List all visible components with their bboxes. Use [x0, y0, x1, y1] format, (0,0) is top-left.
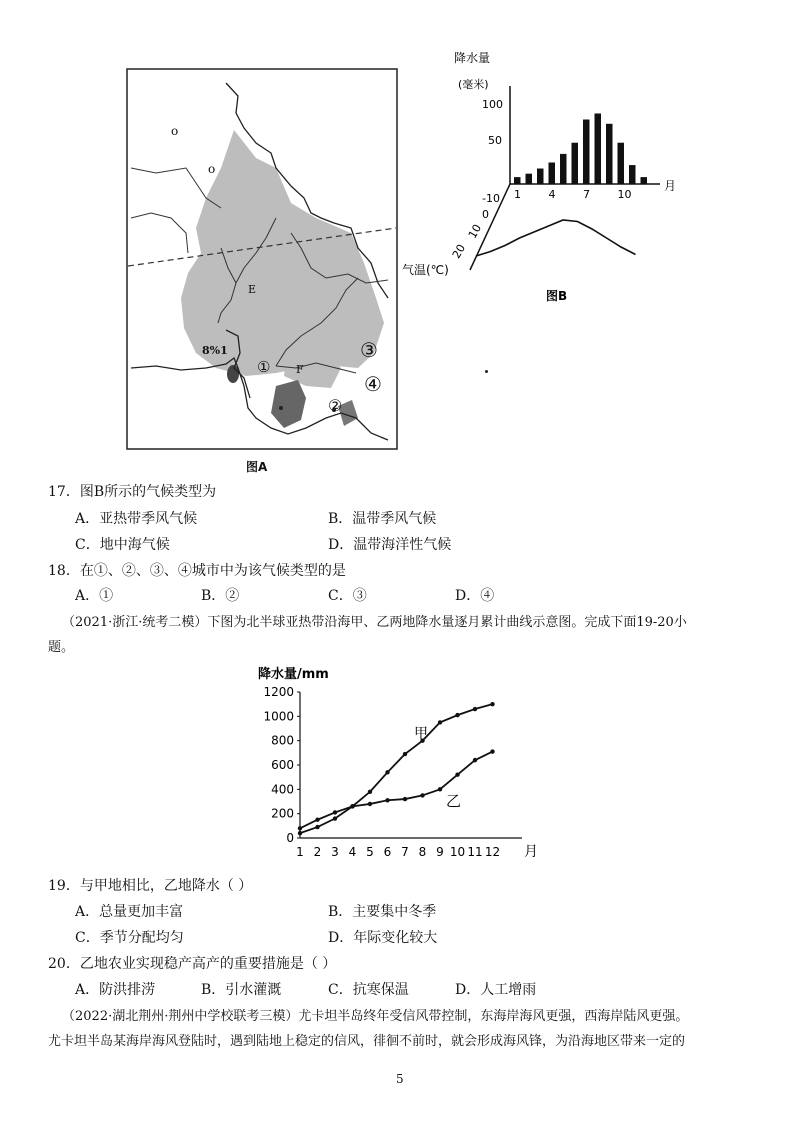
- q17-option-d[interactable]: D．温带海洋性气候: [328, 537, 452, 553]
- figure-cumulative-chart: [250, 662, 550, 862]
- chart2-svg: [250, 662, 550, 862]
- chart-b-precip-unit: (毫米): [458, 78, 489, 91]
- chart2-ytick-800: 800: [271, 733, 294, 748]
- q19-option-b[interactable]: B．主要集中冬季: [328, 904, 437, 920]
- map-label-gulf: 8%1: [202, 344, 228, 357]
- map-label-o2: o: [208, 162, 216, 176]
- intro1-line1: （2021·浙江·统考二模）下图为北半球亚热带沿海甲、乙两地降水量逐月累计曲线示意图。完成下面19-20小: [62, 615, 687, 630]
- chart-b-ytick-50: 50: [488, 134, 502, 147]
- chart-b-bar-1: [514, 177, 521, 184]
- chart2-point-jia-3: [333, 816, 337, 820]
- chart2-point-yi-3: [333, 810, 337, 814]
- chart2-xtick-1: 1: [296, 845, 304, 859]
- q17-stem: 17．图B所示的气候类型为: [48, 484, 217, 500]
- chart-b-ttick-10: 10: [465, 222, 485, 241]
- map-label-f: F: [296, 363, 304, 376]
- chart2-point-jia-1: [298, 831, 302, 835]
- q18-option-b[interactable]: B．②: [201, 588, 240, 604]
- chart2-label-yi: 乙: [446, 792, 462, 810]
- q18-stem: 18．在①、②、③、④城市中为该气候类型的是: [48, 563, 346, 579]
- chart2-xtick-5: 5: [366, 845, 374, 859]
- chart2-point-jia-11: [473, 707, 477, 711]
- chart2-ytick-0: 0: [286, 831, 294, 845]
- chart2-label-jia: 甲: [414, 726, 428, 742]
- map-label-c1: ①: [257, 358, 271, 376]
- map-label-c2: ②: [328, 396, 343, 415]
- chart2-point-jia-6: [385, 770, 389, 774]
- map-label-e: E: [248, 283, 257, 296]
- chart-b-bar-7: [583, 120, 590, 185]
- chart2-title: 降水量/mm: [258, 667, 329, 682]
- chart-b-xtick-7: 7: [583, 188, 590, 201]
- chart-b-svg: [398, 46, 680, 308]
- chart2-point-yi-9: [438, 787, 442, 791]
- chart2-point-yi-12: [490, 749, 494, 753]
- chart-b-bar-10: [618, 143, 625, 184]
- page-number: 5: [396, 1072, 404, 1086]
- q17-option-a[interactable]: A．亚热带季风气候: [75, 511, 198, 527]
- chart-b-temp-label: 气温(℃): [402, 263, 449, 277]
- chart-b-bar-4: [549, 163, 556, 185]
- q20-stem: 20．乙地农业实现稳产高产的重要措施是（ ）: [48, 956, 337, 972]
- intro1-line2: 题。: [48, 640, 75, 655]
- chart-b-bar-3: [537, 169, 544, 184]
- chart2-point-yi-8: [420, 793, 424, 797]
- chart-b-bar-9: [606, 124, 613, 184]
- chart2-xtick-2: 2: [313, 845, 322, 859]
- q19-option-d[interactable]: D．年际变化较大: [328, 930, 438, 946]
- chart2-xtick-7: 7: [401, 845, 409, 859]
- stray-dot: [485, 370, 488, 373]
- chart2-point-yi-6: [385, 798, 389, 802]
- q19-stem: 19．与甲地相比，乙地降水（ ）: [48, 878, 253, 894]
- q17-option-b[interactable]: B．温带季风气候: [328, 511, 437, 527]
- figure-a-caption: 图A: [246, 460, 268, 474]
- chart-b-bar-5: [560, 154, 567, 184]
- q19-option-c[interactable]: C．季节分配均匀: [75, 930, 184, 946]
- chart2-xtick-8: 8: [418, 845, 427, 859]
- chart2-xtick-11: 11: [467, 845, 483, 859]
- q17-option-c[interactable]: C．地中海气候: [75, 537, 170, 553]
- q20-option-b[interactable]: B．引水灌溉: [201, 982, 282, 998]
- chart-b-bar-2: [526, 174, 533, 184]
- chart2-ytick-400: 400: [271, 782, 294, 797]
- chart-b-xtick-1: 1: [514, 188, 521, 201]
- chart2-xtick-9: 9: [436, 845, 444, 859]
- chart2-xtick-6: 6: [383, 845, 392, 859]
- chart-b-temperature-curve: [476, 220, 636, 256]
- chart-b-caption: 图B: [546, 289, 568, 303]
- intro2-line1: （2022·湖北荆州·荆州中学校联考三模）尤卡坦半岛终年受信风带控制，东海岸海风更强，西海岸陆风更强。: [62, 1009, 689, 1024]
- chart2-point-yi-4: [350, 804, 354, 808]
- q18-option-a[interactable]: A．①: [75, 588, 114, 604]
- chart2-ytick-600: 600: [271, 758, 294, 772]
- chart2-point-jia-10: [455, 713, 459, 717]
- chart-b-bar-6: [572, 143, 579, 184]
- chart2-point-yi-2: [315, 818, 319, 822]
- chart-b-xtick-4: 4: [548, 188, 556, 201]
- chart2-ytick-1000: 1000: [263, 709, 294, 724]
- chart2-point-yi-7: [403, 797, 407, 801]
- map-label-c3: ③: [360, 338, 378, 362]
- chart-b-xtick-10: 10: [617, 188, 632, 201]
- chart2-ytick-200: 200: [271, 806, 294, 821]
- chart2-xtick-10: 10: [449, 845, 466, 859]
- chart-b-bar-12: [641, 177, 648, 184]
- chart-b-ttick-m10: -10: [482, 192, 500, 205]
- chart2-ytick-1200: 1200: [263, 685, 294, 699]
- intro2-line2: 尤卡坦半岛某海岸海风登陆时，遇到陆地上稳定的信风，徘徊不前时，就会形成海风锋，为沿海地区带来一定的: [48, 1034, 686, 1049]
- q20-option-d[interactable]: D．人工增雨: [455, 982, 537, 998]
- chart-b-ytick-100: 100: [482, 98, 503, 111]
- q20-option-c[interactable]: C．抗寒保温: [328, 982, 409, 998]
- chart-b-precip-label: 降水量: [454, 51, 491, 65]
- q20-option-a[interactable]: A．防洪排涝: [75, 982, 156, 998]
- chart-b-ttick-0: 0: [482, 208, 489, 221]
- chart-b-bar-8: [595, 113, 602, 184]
- chart2-point-yi-5: [368, 802, 372, 806]
- chart2-xtick-4: 4: [348, 845, 357, 859]
- map-dot-1: [279, 406, 283, 410]
- chart2-point-jia-2: [315, 825, 319, 829]
- chart2-xtick-3: 3: [331, 845, 339, 859]
- chart2-point-jia-5: [368, 790, 372, 794]
- chart2-point-yi-10: [455, 773, 459, 777]
- chart-b-x-unit: 月: [664, 179, 677, 193]
- chart-b-ttick-20: 20: [449, 242, 469, 261]
- chart2-point-yi-1: [298, 826, 302, 830]
- map-label-c4: ④: [364, 372, 382, 396]
- chart2-point-jia-7: [403, 752, 407, 756]
- chart2-point-yi-11: [473, 758, 477, 762]
- figure-a-map: [126, 68, 398, 456]
- chart-b-bar-11: [629, 165, 636, 184]
- chart2-x-unit: 月: [524, 844, 538, 860]
- chart2-point-jia-12: [490, 702, 494, 706]
- map-svg: [126, 68, 398, 456]
- figure-b-chart: [398, 46, 680, 308]
- chart2-xtick-12: 12: [484, 845, 501, 859]
- map-label-o1: o: [171, 124, 179, 138]
- q18-option-c[interactable]: C．③: [328, 588, 367, 604]
- q18-option-d[interactable]: D．④: [455, 588, 495, 604]
- q19-option-a[interactable]: A．总量更加丰富: [75, 904, 184, 920]
- chart2-point-jia-9: [438, 720, 442, 724]
